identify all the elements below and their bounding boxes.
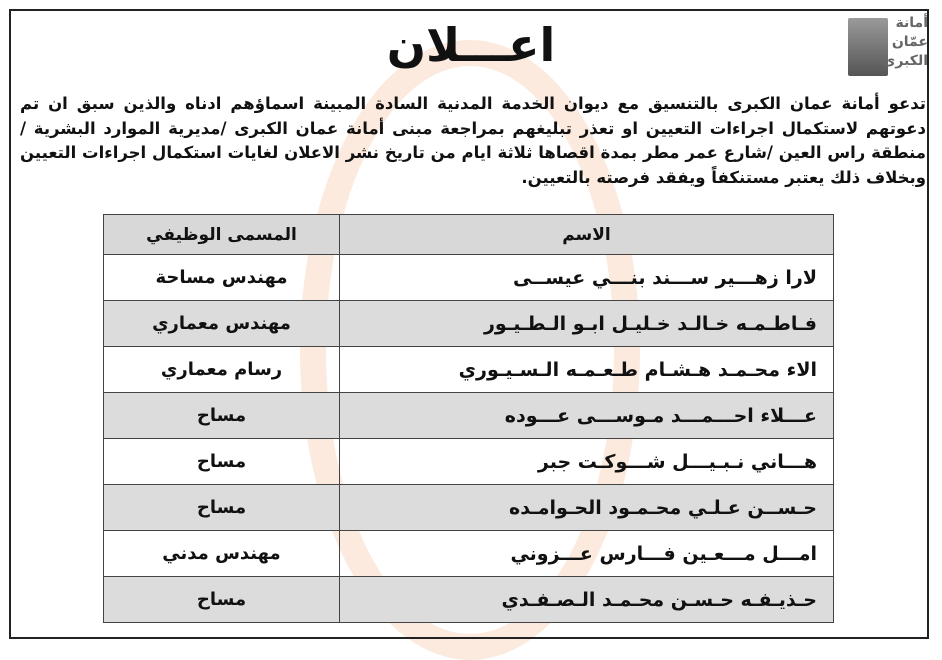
announcement-body: تدعو أمانة عمان الكبرى بالتنسيق مع ديوان الخدمة المدنية السادة المبينة اسماؤهم ادناه والذين سبق ان تم دعوتهم لاستكمال اجراءات التعيين او تعذر تبليغهم بمراجعة مبنى أمانة عمان الكبرى /مديرية الموارد البشرية /منطقة راس العين /شارع عمر مطر بمدة اقصاها ثلاثة ايام من تاريخ نشر الاعلان لغايات استكمال اجراءات التعيين وبخلاف ذلك يعتبر مستنكفاً ويفقد فرصته بالتعيين. bbox=[20, 94, 926, 187]
name-cell: عـــلاء احـــمـــد مـوســـى عـــوده bbox=[340, 393, 834, 439]
table-row bbox=[104, 393, 834, 439]
job-cell: مهندس معماري bbox=[104, 301, 340, 347]
table-header-row bbox=[104, 215, 834, 255]
job-cell: مساح bbox=[104, 485, 340, 531]
name-cell: حـذيـفـه حـسـن محـمـد الـصـفـدي bbox=[340, 577, 834, 623]
table-row bbox=[104, 531, 834, 577]
job-cell: مساح bbox=[104, 393, 340, 439]
table-row bbox=[104, 439, 834, 485]
name-cell: فـاطـمـه خـالـد خـليـل ابـو الـطـيـور bbox=[340, 301, 834, 347]
name-cell: لارا زهـــير ســـند بنـــي عيســى bbox=[340, 255, 834, 301]
job-cell: مهندس مساحة bbox=[104, 255, 340, 301]
table-row bbox=[104, 577, 834, 623]
name-cell: هـــاني نـبـيـــل شـــوكـت جبر bbox=[340, 439, 834, 485]
header-name: الاسم bbox=[340, 215, 834, 255]
table-row bbox=[104, 301, 834, 347]
job-cell: مهندس مدني bbox=[104, 531, 340, 577]
job-cell: مساح bbox=[104, 439, 340, 485]
header-job: المسمى الوظيفي bbox=[104, 215, 340, 255]
name-cell: الاء محـمـد هـشـام طـعـمـه الـسـيـوري bbox=[340, 347, 834, 393]
job-cell: مساح bbox=[104, 577, 340, 623]
logo-text: أمانة عمّان الكبرى bbox=[882, 15, 928, 69]
name-cell: حـســن عـلـي محـمـود الحـوامـده bbox=[340, 485, 834, 531]
job-cell: رسام معماري bbox=[104, 347, 340, 393]
table-row bbox=[104, 347, 834, 393]
announcement-title: اعـــلان bbox=[386, 18, 556, 72]
names-table bbox=[103, 214, 834, 623]
table-row bbox=[104, 485, 834, 531]
name-cell: امـــل مـــعـين فـــارس عـــزوني bbox=[340, 531, 834, 577]
table-row bbox=[104, 255, 834, 301]
